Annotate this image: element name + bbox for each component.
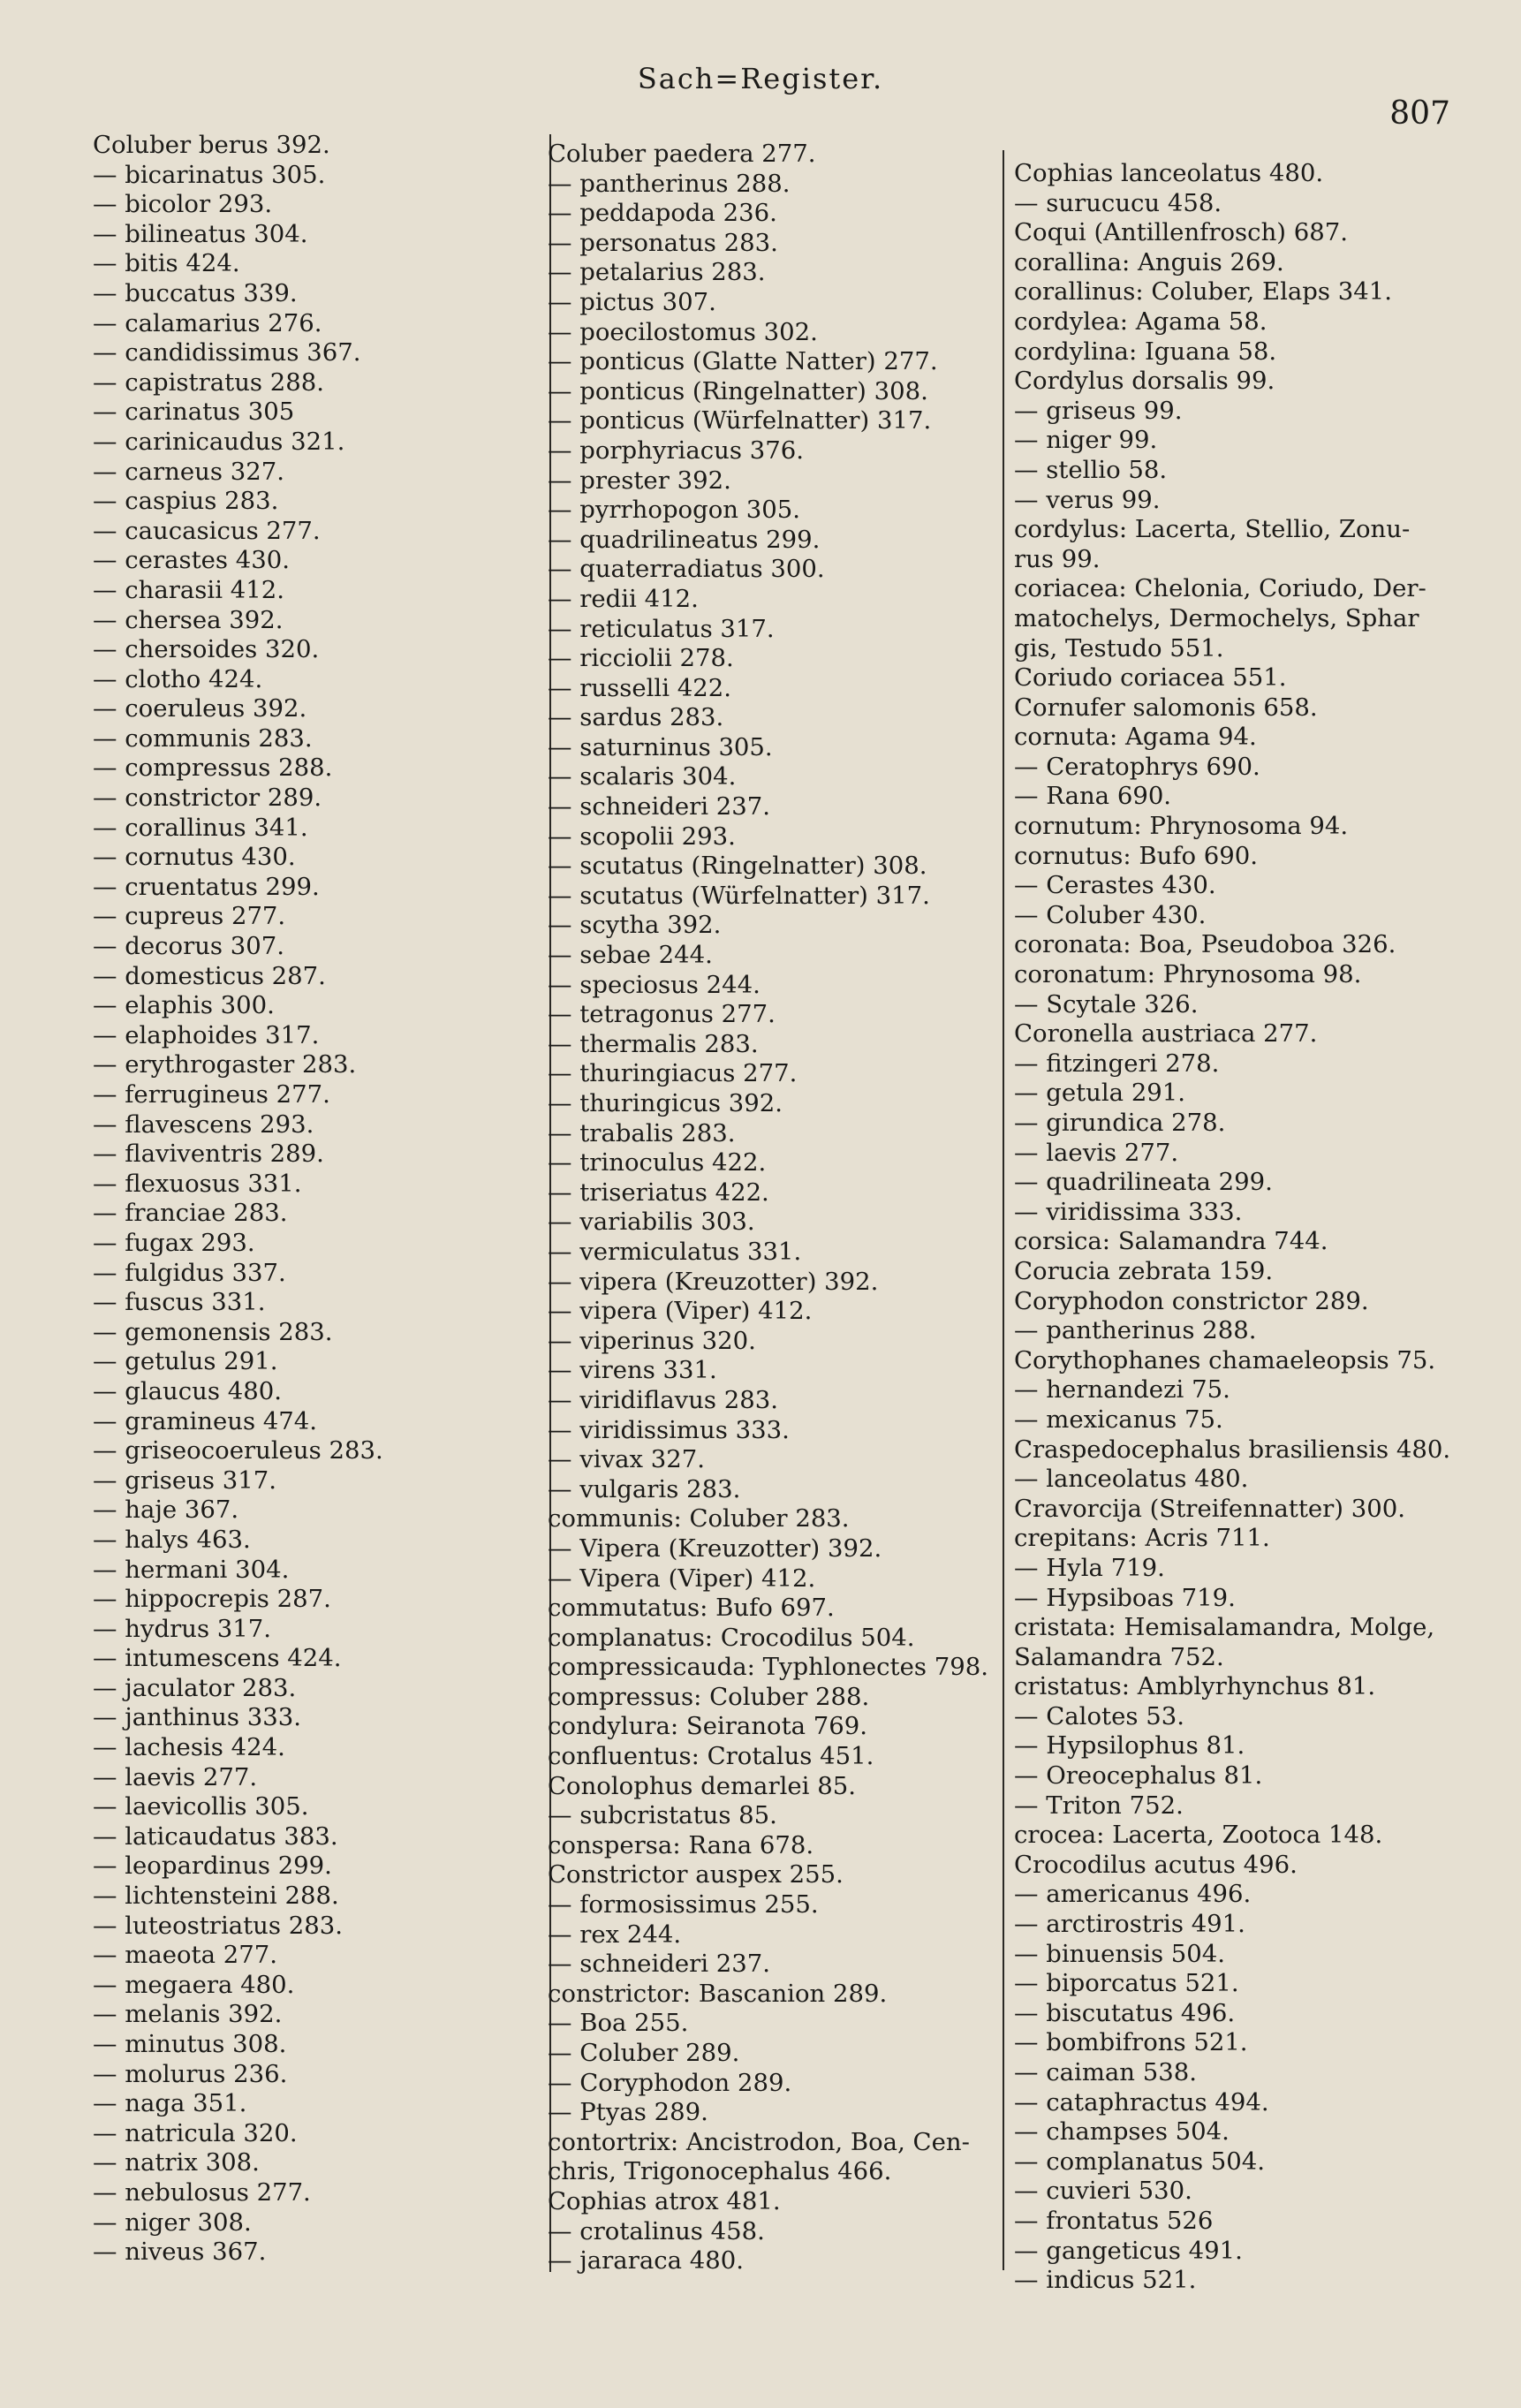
- index-entry: — Coluber 289.: [548, 2039, 740, 2067]
- index-entry: cornutus: Bufo 690.: [1014, 841, 1259, 870]
- index-entry: — Boa 255.: [548, 2009, 689, 2038]
- index-entry: — quadrilineata 299.: [1014, 1168, 1273, 1197]
- index-entry: Coluber paedera 277.: [548, 140, 816, 168]
- index-entry: — Hypsiboas 719.: [1014, 1583, 1236, 1612]
- index-entry: cristata: Hemisalamandra, Molge,: [1014, 1613, 1435, 1642]
- index-entry: — laevicollis 305.: [93, 1792, 309, 1821]
- index-entry: — lichtensteini 288.: [93, 1882, 339, 1911]
- index-entry: — schneideri 237.: [548, 792, 771, 822]
- index-entry: — bicarinatus 305.: [93, 160, 326, 189]
- index-entry: — hippocrepis 287.: [93, 1585, 331, 1614]
- index-entry: Corythophanes chamaeleopsis 75.: [1014, 1345, 1436, 1374]
- index-entry: crocea: Lacerta, Zootoca 148.: [1014, 1821, 1383, 1850]
- index-entry: — russelli 422.: [548, 673, 731, 702]
- index-entry: — naga 351.: [93, 2089, 247, 2118]
- index-entry: compressicauda: Typhlonectes 798.: [548, 1653, 988, 1682]
- index-entry: — fugax 293.: [93, 1228, 255, 1257]
- index-entry: — trabalis 283.: [548, 1118, 736, 1147]
- index-entry: — decorus 307.: [93, 932, 285, 961]
- index-entry: — maeota 277.: [93, 1941, 277, 1970]
- index-entry: — flexuosus 331.: [93, 1169, 302, 1198]
- index-entry: — mexicanus 75.: [1014, 1405, 1223, 1434]
- index-entry: — poecilostomus 302.: [548, 317, 818, 346]
- index-entry: — vulgaris 283.: [548, 1474, 741, 1503]
- index-entry: — Cerastes 430.: [1014, 871, 1216, 900]
- index-entry: — corallinus 341.: [93, 813, 308, 842]
- index-entry: — bombifrons 521.: [1014, 2028, 1248, 2057]
- index-entry: — communis 283.: [93, 723, 313, 753]
- index-entry: — scalaris 304.: [548, 762, 737, 791]
- index-entry: — viridissima 333.: [1014, 1197, 1243, 1226]
- index-entry: — subcristatus 85.: [548, 1801, 777, 1830]
- index-entry: Cophias atrox 481.: [548, 2186, 781, 2215]
- index-entry: — natrix 308.: [93, 2148, 260, 2177]
- index-entry: — fulgidus 337.: [93, 1258, 286, 1287]
- index-entry: Coryphodon constrictor 289.: [1014, 1286, 1369, 1315]
- index-entry: confluentus: Crotalus 451.: [548, 1742, 874, 1771]
- index-entry: — thermalis 283.: [548, 1029, 759, 1058]
- index-entry: — gemonensis 283.: [93, 1317, 333, 1346]
- index-entry: chris, Trigonocephalus 466.: [548, 2157, 892, 2186]
- index-entry: — erythrogaster 283.: [93, 1050, 357, 1079]
- index-entry: — verus 99.: [1014, 485, 1161, 514]
- index-entry: — niger 308.: [93, 2207, 252, 2237]
- index-entry: Cophias lanceolatus 480.: [1014, 159, 1324, 187]
- index-entry: — personatus 283.: [548, 228, 778, 257]
- index-entry: — elaphis 300.: [93, 991, 275, 1020]
- index-entry: constrictor: Bascanion 289.: [548, 1979, 888, 2008]
- index-entry: — girundica 278.: [1014, 1109, 1226, 1137]
- index-entry: — lanceolatus 480.: [1014, 1465, 1249, 1494]
- index-entry: contortrix: Ancistrodon, Boa, Cen-: [548, 2127, 970, 2156]
- index-entry: — minutus 308.: [93, 2030, 287, 2058]
- index-entry: — caucasicus 277.: [93, 516, 321, 545]
- index-column-1: [93, 131, 534, 2268]
- index-entry: — pictus 307.: [548, 287, 716, 316]
- index-entry: — cruentatus 299.: [93, 872, 320, 901]
- index-entry: — bilineatus 304.: [93, 219, 308, 248]
- index-entry: — fuscus 331.: [93, 1288, 266, 1317]
- index-entry: — scutatus (Ringelnatter) 308.: [548, 852, 927, 881]
- index-entry: — ricciolii 278.: [548, 644, 734, 673]
- index-entry: — porphyriacus 376.: [548, 435, 804, 465]
- index-entry: — intumescens 424.: [93, 1644, 342, 1673]
- index-entry: Craspedocephalus brasiliensis 480.: [1014, 1435, 1451, 1464]
- index-entry: — haje 367.: [93, 1496, 239, 1525]
- index-entry: — Hyla 719.: [1014, 1553, 1165, 1582]
- index-entry: — bitis 424.: [93, 249, 240, 278]
- index-entry: — lachesis 424.: [93, 1733, 285, 1762]
- index-entry: — laticaudatus 383.: [93, 1821, 338, 1851]
- index-entry: — cupreus 277.: [93, 902, 286, 931]
- index-entry: — chersoides 320.: [93, 635, 320, 664]
- index-entry: — biscutatus 496.: [1014, 1998, 1236, 2027]
- index-entry: — americanus 496.: [1014, 1880, 1252, 1909]
- index-entry: — champses 504.: [1014, 2117, 1230, 2147]
- index-entry: — cornutus 430.: [93, 843, 296, 872]
- index-entry: — triseriatus 422.: [548, 1177, 769, 1207]
- index-entry: — buccatus 339.: [93, 278, 298, 307]
- index-entry: — arctirostris 491.: [1014, 1910, 1245, 1939]
- index-entry: — cerastes 430.: [93, 546, 290, 575]
- index-entry: — schneideri 237.: [548, 1950, 771, 1979]
- index-entry: — hernandezi 75.: [1014, 1375, 1230, 1405]
- index-entry: — quadrilineatus 299.: [548, 525, 821, 554]
- index-entry: — fitzingeri 278.: [1014, 1049, 1220, 1078]
- index-entry: — Scytale 326.: [1014, 989, 1199, 1018]
- index-entry: — constrictor 289.: [93, 784, 322, 813]
- index-entry: — candidissimus 367.: [93, 338, 361, 367]
- index-entry: condylura: Seiranota 769.: [548, 1712, 867, 1741]
- page-number: 807: [1389, 95, 1450, 132]
- index-entry: — glaucus 480.: [93, 1376, 282, 1405]
- index-entry: — scopolii 293.: [548, 822, 736, 851]
- index-entry: — quaterradiatus 300.: [548, 555, 825, 584]
- index-entry: — cuvieri 530.: [1014, 2177, 1192, 2206]
- index-entry: — Ceratophrys 690.: [1014, 752, 1260, 781]
- index-entry: — caiman 538.: [1014, 2058, 1197, 2086]
- index-entry: — scutatus (Würfelnatter) 317.: [548, 881, 930, 910]
- index-entry: — charasii 412.: [93, 575, 284, 604]
- index-entry: — surucucu 458.: [1014, 188, 1222, 217]
- index-entry: — leopardinus 299.: [93, 1851, 332, 1881]
- index-entry: corallinus: Coluber, Elaps 341.: [1014, 277, 1392, 307]
- index-entry: — hydrus 317.: [93, 1614, 272, 1643]
- index-entry: — flavescens 293.: [93, 1109, 314, 1139]
- index-entry: — virens 331.: [548, 1356, 717, 1385]
- index-entry: — bicolor 293.: [93, 190, 273, 219]
- index-entry: — halys 463.: [93, 1525, 251, 1554]
- index-entry: — Ptyas 289.: [548, 2098, 708, 2127]
- index-entry: — griseus 317.: [93, 1465, 276, 1495]
- index-entry: — petalarius 283.: [548, 258, 766, 287]
- index-entry: Cornufer salomonis 658.: [1014, 693, 1318, 722]
- index-entry: crepitans: Acris 711.: [1014, 1524, 1270, 1553]
- index-entry: — carinicaudus 321.: [93, 427, 345, 456]
- index-entry: corsica: Salamandra 744.: [1014, 1227, 1328, 1256]
- column-divider: [1003, 150, 1004, 2270]
- index-entry: — janthinus 333.: [93, 1703, 301, 1732]
- index-entry: — calamarius 276.: [93, 308, 322, 337]
- index-column-3: [1014, 159, 1473, 2296]
- index-entry: commutatus: Bufo 697.: [548, 1594, 835, 1623]
- index-entry: matochelys, Dermochelys, Sphar: [1014, 603, 1419, 632]
- index-entry: — ponticus (Ringelnatter) 308.: [548, 376, 928, 405]
- index-entry: — Calotes 53.: [1014, 1701, 1184, 1730]
- index-entry: — caspius 283.: [93, 487, 279, 516]
- index-entry: — biporcatus 521.: [1014, 1969, 1239, 1998]
- index-entry: — Hypsilophus 81.: [1014, 1731, 1245, 1761]
- index-entry: — prester 392.: [548, 466, 731, 495]
- index-entry: — megaera 480.: [93, 1970, 295, 1999]
- index-entry: — redii 412.: [548, 584, 699, 613]
- index-entry: — sardus 283.: [548, 703, 724, 732]
- index-entry: cornutum: Phrynosoma 94.: [1014, 812, 1349, 841]
- index-entry: — domesticus 287.: [93, 961, 326, 990]
- index-entry: — Oreocephalus 81.: [1014, 1761, 1263, 1791]
- index-entry: — luteostriatus 283.: [93, 1911, 343, 1940]
- index-entry: Coluber berus 392.: [93, 131, 330, 159]
- index-entry: Coqui (Antillenfrosch) 687.: [1014, 218, 1348, 247]
- index-entry: — stellio 58.: [1014, 455, 1168, 484]
- index-entry: — viperinus 320.: [548, 1326, 756, 1355]
- index-entry: Crocodilus acutus 496.: [1014, 1850, 1298, 1879]
- index-entry: Corucia zebrata 159.: [1014, 1256, 1274, 1285]
- running-head: Sach=Register.: [637, 62, 884, 95]
- index-entry: Cordylus dorsalis 99.: [1014, 367, 1275, 396]
- index-entry: — getulus 291.: [93, 1347, 278, 1376]
- index-entry: — rex 244.: [548, 1920, 682, 1949]
- index-entry: — variabilis 303.: [548, 1208, 755, 1237]
- index-entry: — compressus 288.: [93, 753, 333, 783]
- index-entry: corallina: Anguis 269.: [1014, 247, 1284, 276]
- index-entry: — indicus 521.: [1014, 2266, 1197, 2295]
- index-entry: — pantherinus 288.: [548, 169, 791, 198]
- index-entry: — Triton 752.: [1014, 1791, 1184, 1820]
- index-entry: — complanatus 504.: [1014, 2147, 1266, 2176]
- index-entry: — sebae 244.: [548, 941, 713, 970]
- index-entry: — laevis 277.: [1014, 1138, 1179, 1167]
- index-entry: — nebulosus 277.: [93, 2177, 311, 2207]
- index-entry: — niveus 367.: [93, 2238, 267, 2267]
- index-entry: — elaphoides 317.: [93, 1020, 320, 1049]
- index-entry: — cataphractus 494.: [1014, 2087, 1269, 2116]
- index-entry: — Coluber 430.: [1014, 900, 1207, 929]
- index-entry: — clotho 424.: [93, 664, 263, 693]
- index-entry: — formosissimus 255.: [548, 1890, 819, 1920]
- index-entry: cordylea: Agama 58.: [1014, 307, 1268, 336]
- index-entry: Constrictor auspex 255.: [548, 1860, 844, 1889]
- index-entry: — Vipera (Kreuzotter) 392.: [548, 1533, 882, 1563]
- index-entry: — Vipera (Viper) 412.: [548, 1564, 816, 1593]
- index-entry: — frontatus 526: [1014, 2206, 1214, 2235]
- index-entry: — jaculator 283.: [93, 1673, 297, 1702]
- index-entry: — peddapoda 236.: [548, 199, 777, 228]
- index-entry: — thuringiacus 277.: [548, 1059, 798, 1088]
- index-entry: — carinatus 305: [93, 398, 295, 427]
- index-entry: — gramineus 474.: [93, 1406, 318, 1435]
- index-entry: — laevis 277.: [93, 1762, 258, 1791]
- index-entry: — hermani 304.: [93, 1555, 290, 1584]
- index-entry: — niger 99.: [1014, 426, 1158, 455]
- index-entry: — getula 291.: [1014, 1079, 1186, 1108]
- index-entry: — capistratus 288.: [93, 367, 324, 397]
- index-entry: coronata: Boa, Pseudoboa 326.: [1014, 930, 1396, 959]
- index-entry: — saturninus 305.: [548, 732, 773, 761]
- index-entry: — vermiculatus 331.: [548, 1237, 802, 1266]
- index-entry: — vipera (Viper) 412.: [548, 1297, 813, 1326]
- index-entry: — coeruleus 392.: [93, 694, 307, 723]
- index-entry: gis, Testudo 551.: [1014, 633, 1224, 663]
- index-entry: — reticulatus 317.: [548, 614, 775, 643]
- index-entry: — carneus 327.: [93, 457, 284, 486]
- index-entry: cordylina: Iguana 58.: [1014, 337, 1277, 366]
- index-entry: cristatus: Amblyrhynchus 81.: [1014, 1672, 1376, 1701]
- index-entry: — trinoculus 422.: [548, 1148, 767, 1177]
- index-entry: — gangeticus 491.: [1014, 2236, 1243, 2265]
- index-entry: cornuta: Agama 94.: [1014, 723, 1257, 752]
- index-entry: — griseocoeruleus 283.: [93, 1436, 383, 1465]
- index-entry: — chersea 392.: [93, 605, 284, 634]
- index-entry: — viridissimus 333.: [548, 1415, 790, 1444]
- index-entry: — griseus 99.: [1014, 396, 1183, 425]
- index-entry: — ferrugineus 277.: [93, 1080, 330, 1109]
- index-entry: Conolophus demarlei 85.: [548, 1771, 856, 1800]
- index-entry: — crotalinus 458.: [548, 2216, 765, 2245]
- index-entry: — franciae 283.: [93, 1199, 288, 1228]
- index-entry: — vivax 327.: [548, 1445, 705, 1474]
- index-entry: — Coryphodon 289.: [548, 2068, 792, 2097]
- index-entry: complanatus: Crocodilus 504.: [548, 1623, 915, 1652]
- index-entry: — melanis 392.: [93, 2000, 283, 2029]
- index-entry: cordylus: Lacerta, Stellio, Zonu-: [1014, 515, 1411, 544]
- index-column-2: [548, 140, 998, 2276]
- index-entry: — scytha 392.: [548, 911, 722, 940]
- index-entry: — speciosus 244.: [548, 970, 760, 999]
- index-entry: — vipera (Kreuzotter) 392.: [548, 1267, 879, 1296]
- index-entry: rus 99.: [1014, 544, 1101, 573]
- index-entry: — Rana 690.: [1014, 782, 1172, 811]
- index-entry: — jararaca 480.: [548, 2246, 745, 2275]
- index-entry: communis: Coluber 283.: [548, 1504, 850, 1533]
- index-entry: — natricula 320.: [93, 2118, 298, 2147]
- index-entry: — molurus 236.: [93, 2059, 288, 2088]
- index-entry: — binuensis 504.: [1014, 1939, 1226, 1968]
- index-entry: — ponticus (Würfelnatter) 317.: [548, 406, 932, 435]
- index-entry: coriacea: Chelonia, Coriudo, Der-: [1014, 574, 1426, 603]
- index-entry: coronatum: Phrynosoma 98.: [1014, 960, 1362, 989]
- index-entry: — ponticus (Glatte Natter) 277.: [548, 347, 938, 376]
- index-entry: Cravorcija (Streifennatter) 300.: [1014, 1494, 1406, 1523]
- index-entry: Coronella austriaca 277.: [1014, 1019, 1318, 1049]
- index-entry: Coriudo coriacea 551.: [1014, 663, 1287, 693]
- index-entry: — tetragonus 277.: [548, 1000, 776, 1029]
- index-entry: conspersa: Rana 678.: [548, 1830, 814, 1859]
- index-entry: — viridiflavus 283.: [548, 1385, 778, 1414]
- index-entry: — thuringicus 392.: [548, 1089, 783, 1117]
- index-entry: — pantherinus 288.: [1014, 1316, 1257, 1345]
- index-entry: compressus: Coluber 288.: [548, 1682, 870, 1711]
- index-entry: — flaviventris 289.: [93, 1140, 324, 1169]
- index-entry: Salamandra 752.: [1014, 1642, 1224, 1671]
- index-entry: — pyrrhopogon 305.: [548, 496, 800, 525]
